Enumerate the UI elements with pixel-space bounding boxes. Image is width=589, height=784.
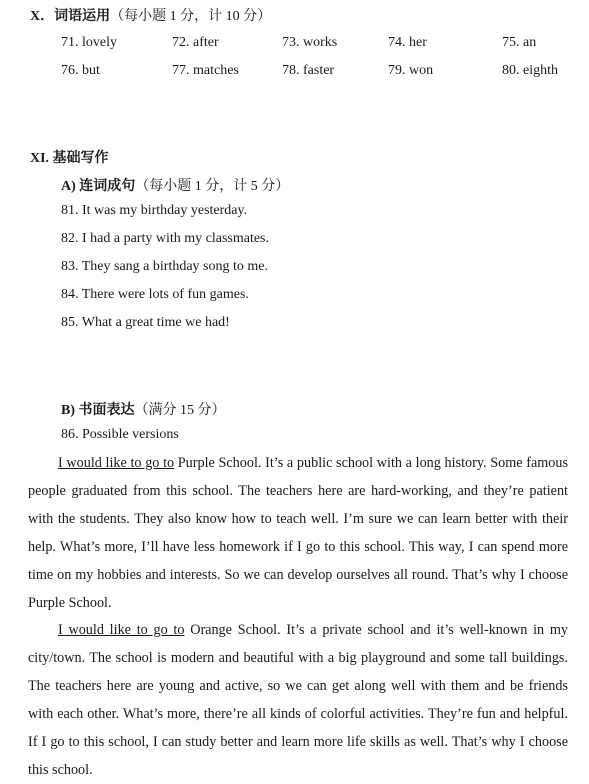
part-b-heading	[61, 399, 226, 419]
sentence-item: 82. I had a party with my classmates.	[61, 231, 270, 246]
sentence-item: 85. What a great time we had!	[61, 315, 230, 330]
part-a-title: A) 连词成句	[61, 179, 136, 194]
essay-2-underlined-lead: I would like to go to	[58, 622, 185, 638]
essay-1-underlined-lead: I would like to go to	[58, 455, 175, 471]
essay-1-body: Purple School. It’s a public school with a long history. Some famous people graduated from this school. The teachers here are hard-working, and they’re patient with the students. They also know how to teach well. I’m sure we can learn better with their help. What’s more, I’ll have less homework if I go to this school. This way, I can spend more time on my hobbies and interests. So we can develop ourselves all round. That’s why I choose Purple School.	[28, 455, 568, 611]
essay-version-2	[28, 617, 568, 784]
possible-versions-label: 86. Possible versions	[61, 427, 179, 442]
answer-item: 74. her	[388, 35, 427, 50]
sentence-item: 83. They sang a birthday song to me.	[61, 259, 268, 274]
part-a-heading	[61, 175, 289, 195]
section-10-heading	[30, 5, 271, 25]
answer-item: 72. after	[172, 35, 219, 50]
answer-item: 80. eighth	[502, 63, 558, 78]
answer-item: 73. works	[282, 35, 338, 50]
sentence-item: 81. It was my birthday yesterday.	[61, 203, 248, 218]
part-b-title: B) 书面表达	[61, 403, 135, 418]
answer-item: 75. an	[502, 35, 537, 50]
essay-version-1	[28, 450, 568, 617]
sentence-item: 84. There were lots of fun games.	[61, 287, 249, 302]
essay-2-body: Orange School. It’s a private school and it’s well-known in my city/town. The school is modern and beautiful with a big playground and some tall buildings. The teachers here are young and active, so we can get along well with them and be friends with each other. What’s more, there’re all kinds of colorful activities. They’re fun and helpful. If I go to this school, I can study better and learn more life skills as well. That’s why I choose this school.	[28, 622, 568, 778]
answer-item: 77. matches	[172, 63, 239, 78]
section-10-title: X．词语运用	[30, 9, 111, 24]
part-a-scoring-note: （每小题 1 分，计 5 分）	[135, 179, 290, 194]
answer-item: 78. faster	[282, 63, 335, 78]
part-b-scoring-note: （满分 15 分）	[134, 403, 226, 418]
answer-item: 76. but	[61, 63, 100, 78]
answer-item: 71. lovely	[61, 35, 117, 50]
section-11-title: XI. 基础写作	[30, 151, 109, 166]
answer-item: 79. won	[388, 63, 434, 78]
section-10-scoring-note: （每小题 1 分，计 10 分）	[110, 9, 272, 24]
